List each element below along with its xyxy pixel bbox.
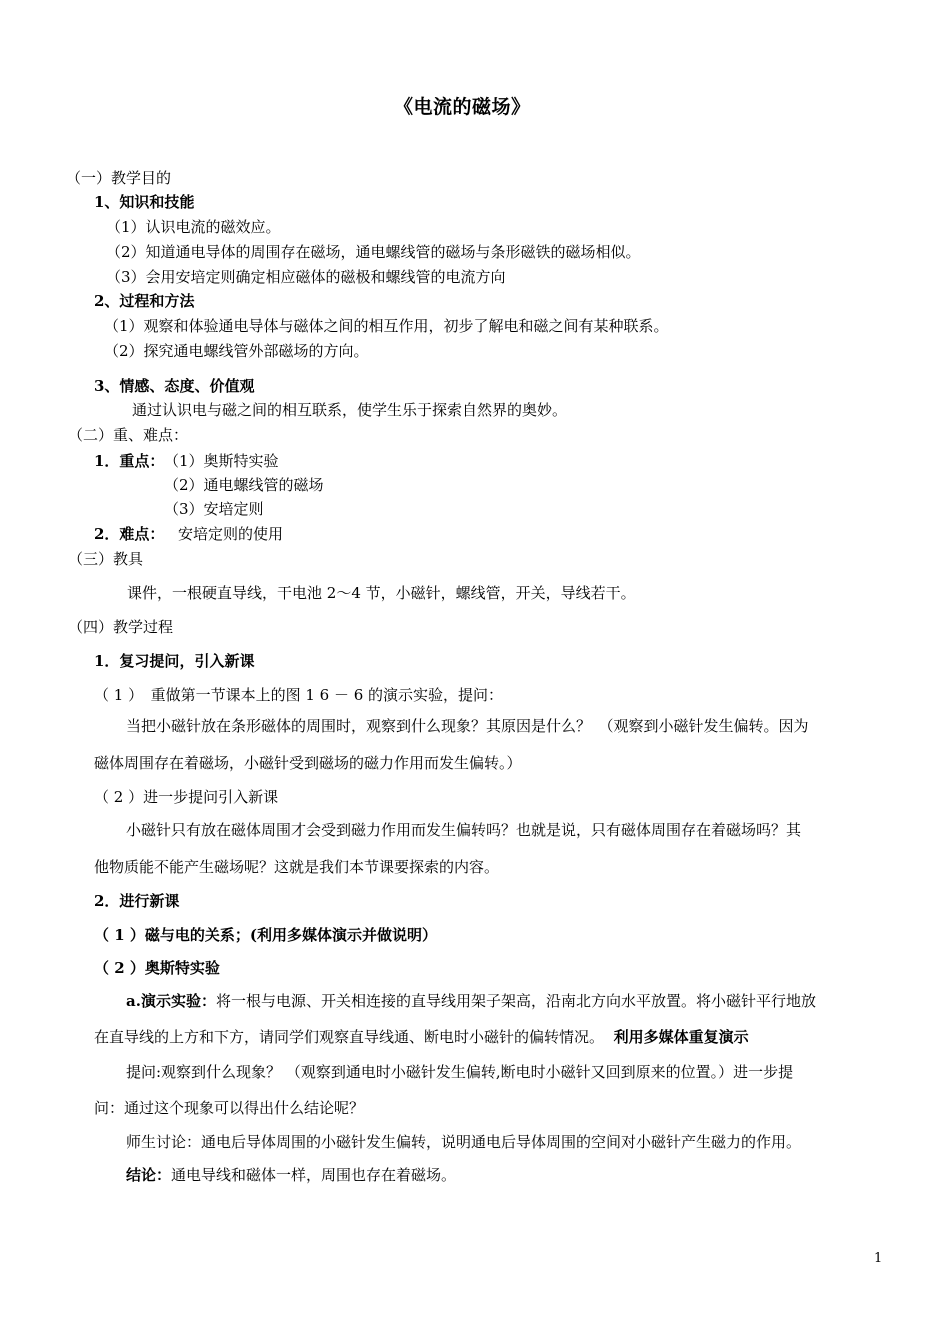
section-heading-key-points: （二）重、难点： — [68, 426, 189, 444]
page-number: 1 — [874, 1251, 883, 1266]
subheading-process-method: 2、过程和方法 — [94, 292, 195, 310]
discussion-line: 师生讨论：通电后导体周围的小磁针发生偏转，说明通电后导体周围的空间对小磁针产生磁力的作用。 — [126, 1133, 802, 1151]
step-1-question-1: （ 1 ） 重做第一节课本上的图 1 6 － 6 的演示实验，提问： — [94, 686, 504, 704]
conclusion-line — [126, 1165, 456, 1185]
difficult-point: 安培定则的使用 — [178, 525, 284, 543]
step-1-title: 1．复习提问，引入新课 — [94, 652, 255, 670]
step-2-part-1: （ 1 ）磁与电的关系；(利用多媒体演示并做说明） — [94, 926, 437, 944]
subheading-knowledge-skills: 1、知识和技能 — [94, 193, 195, 211]
section-heading-materials: （三）教具 — [68, 550, 144, 568]
demo-line-1 — [126, 991, 816, 1011]
step-1-question-2-text-line-1: 小磁针只有放在磁体周围才会受到磁力作用而发生偏转吗？也就是说，只有磁体周围存在着磁场吗？其 — [126, 821, 802, 839]
knowledge-item-2: （2）知道通电导体的周围存在磁场，通电螺线管的磁场与条形磁铁的磁场相似。 — [106, 243, 641, 261]
page-title: 《电流的磁场》 — [394, 96, 531, 118]
knowledge-item-1: （1）认识电流的磁效应。 — [106, 218, 281, 236]
knowledge-item-3: （3）会用安培定则确定相应磁体的磁极和螺线管的电流方向 — [106, 268, 506, 286]
key-point-2: （2）通电螺线管的磁场 — [164, 476, 324, 494]
question-line-2: 问：通过这个现象可以得出什么结论呢？ — [94, 1099, 365, 1117]
step-1-question-2-text-line-2: 他物质能不能产生磁场呢？这就是我们本节课要探索的内容。 — [94, 858, 500, 876]
step-1-question-2: （ 2 ）进一步提问引入新课 — [94, 788, 279, 806]
emotion-item: 通过认识电与磁之间的相互联系，使学生乐于探索自然界的奥妙。 — [132, 401, 568, 419]
demo-text-line-2: 在直导线的上方和下方，请同学们观察直导线通、断电时小磁针的偏转情况。 — [94, 1028, 605, 1046]
key-point-1: （1）奥斯特实验 — [164, 452, 279, 470]
conclusion-text: 通电导线和磁体一样，周围也存在着磁场。 — [171, 1166, 457, 1184]
demo-label: a.演示实验： — [126, 992, 216, 1010]
key-point-3: （3）安培定则 — [164, 500, 264, 518]
demo-multimedia-note: 利用多媒体重复演示 — [613, 1028, 749, 1046]
step-1-question-1-text-line-2: 磁体周围存在着磁场，小磁针受到磁场的磁力作用而发生偏转。） — [94, 754, 522, 772]
step-1-question-1-text-line-1: 当把小磁针放在条形磁体的周围时，观察到什么现象？其原因是什么？ （观察到小磁针发生偏转。因为 — [126, 717, 809, 735]
question-line-1: 提问:观察到什么现象？ （观察到通电时小磁针发生偏转,断电时小磁针又回到原来的位置。）进一步提 — [126, 1063, 794, 1081]
process-item-2: （2）探究通电螺线管外部磁场的方向。 — [104, 342, 369, 360]
demo-text-line-1: 将一根与电源、开关相连接的直导线用架子架高，沿南北方向水平放置。将小磁针平行地放 — [215, 992, 816, 1010]
demo-line-2 — [94, 1027, 749, 1047]
key-points-label: 1．重点： — [94, 452, 165, 470]
process-item-1: （1）观察和体验通电导体与磁体之间的相互作用，初步了解电和磁之间有某种联系。 — [104, 317, 669, 335]
step-2-part-2: （ 2 ）奥斯特实验 — [94, 959, 220, 977]
section-heading-objectives: （一）教学目的 — [66, 169, 172, 187]
section-heading-procedure: （四）教学过程 — [68, 618, 174, 636]
materials-list: 课件，一根硬直导线，干电池 2～4 节，小磁针，螺线管，开关，导线若干。 — [127, 584, 636, 602]
difficult-points-label: 2．难点： — [94, 525, 165, 543]
conclusion-label: 结论： — [126, 1166, 172, 1184]
subheading-emotion-values: 3、情感、态度、价值观 — [94, 377, 255, 395]
step-2-title: 2．进行新课 — [94, 892, 180, 910]
